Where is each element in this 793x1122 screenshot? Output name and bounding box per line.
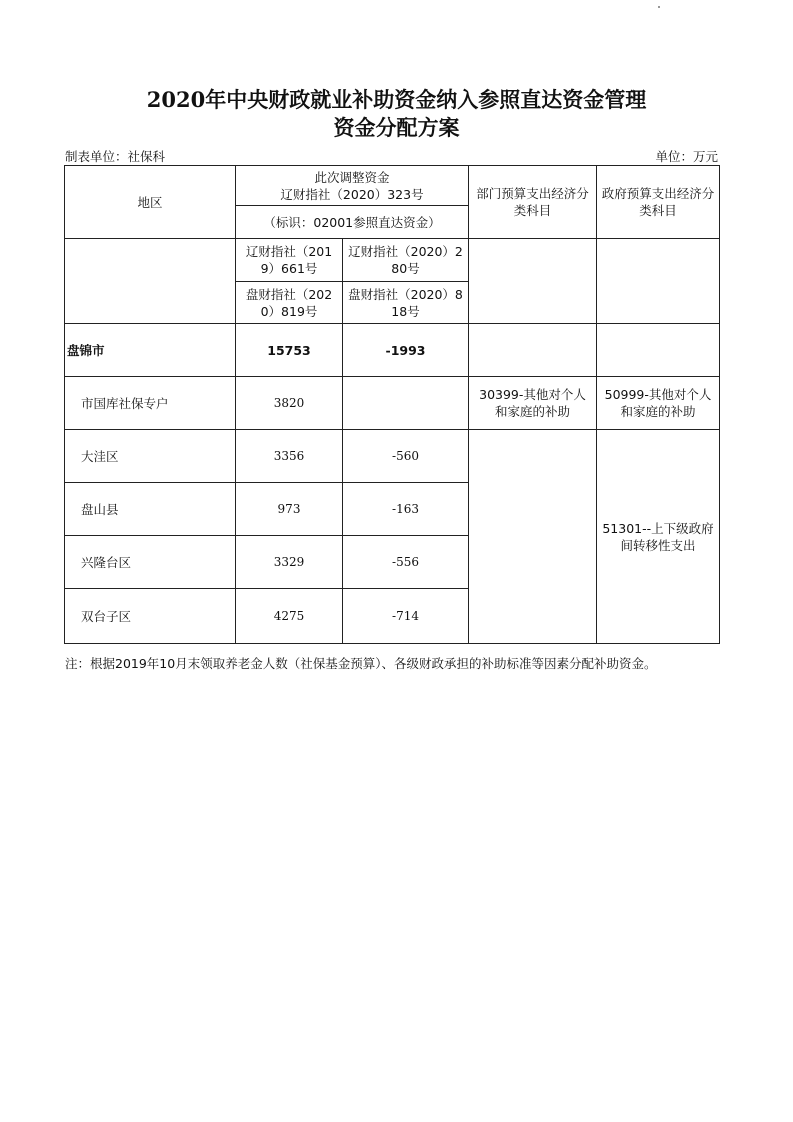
row-v2: -163	[343, 483, 469, 536]
header-blank-gov	[597, 239, 720, 324]
header-dept-class: 部门预算支出经济分类科目	[469, 166, 597, 239]
row-gov-transfer: 51301--上下级政府间转移性支出	[597, 430, 720, 644]
row-v1: 3329	[236, 536, 343, 589]
scan-speck	[658, 6, 660, 8]
row-v2: -714	[343, 589, 469, 644]
currency-unit: 单位：万元	[655, 149, 718, 164]
row-city-v1: 15753	[236, 324, 343, 377]
row-city-dept	[469, 324, 597, 377]
table-row	[65, 377, 720, 430]
header-adjust-tag: （标识：02001参照直达资金）	[236, 206, 469, 239]
header-sub1-bottom: 盘财指社（2020）819号	[236, 282, 343, 324]
page-title-line1: 2020年中央财政就业补助资金纳入参照直达资金管理	[146, 87, 647, 112]
header-blank-dept	[469, 239, 597, 324]
row-v1: 973	[236, 483, 343, 536]
header-adjust-doc: 辽财指社（2020）323号	[280, 186, 424, 202]
header-sub2-top: 辽财指社（2020）280号	[343, 239, 469, 282]
row-name: 兴隆台区	[65, 536, 236, 589]
header-region: 地区	[65, 166, 236, 239]
footnote: 注：根据2019年10月末领取养老金人数（社保基金预算）、各级财政承担的补助标准等因素分配补助资金。	[65, 656, 657, 671]
header-sub2-bottom: 盘财指社（2020）818号	[343, 282, 469, 324]
page-title-line2: 资金分配方案	[333, 115, 460, 140]
table-row	[65, 324, 720, 377]
row-v1: 4275	[236, 589, 343, 644]
row-v2: -560	[343, 430, 469, 483]
row-city-gov	[597, 324, 720, 377]
header-sub1-top: 辽财指社（2019）661号	[236, 239, 343, 282]
row-special-v1: 3820	[236, 377, 343, 430]
row-city-name: 盘锦市	[65, 324, 236, 377]
header-gov-class: 政府预算支出经济分类科目	[597, 166, 720, 239]
header-adjust-title	[236, 166, 469, 206]
table-row	[65, 430, 720, 483]
row-special-gov: 50999-其他对个人和家庭的补助	[597, 377, 720, 430]
row-special-v2	[343, 377, 469, 430]
allocation-table	[64, 165, 720, 644]
prepared-by-unit: 制表单位：社保科	[65, 149, 166, 164]
row-name: 盘山县	[65, 483, 236, 536]
row-v1: 3356	[236, 430, 343, 483]
header-adjust-title-text: 此次调整资金	[314, 169, 390, 185]
row-city-v2: -1993	[343, 324, 469, 377]
row-name: 双台子区	[65, 589, 236, 644]
row-v2: -556	[343, 536, 469, 589]
row-name: 大洼区	[65, 430, 236, 483]
row-special-name: 市国库社保专户	[65, 377, 236, 430]
row-special-dept: 30399-其他对个人和家庭的补助	[469, 377, 597, 430]
row-dept-blank	[469, 430, 597, 644]
header-blank	[65, 239, 236, 324]
